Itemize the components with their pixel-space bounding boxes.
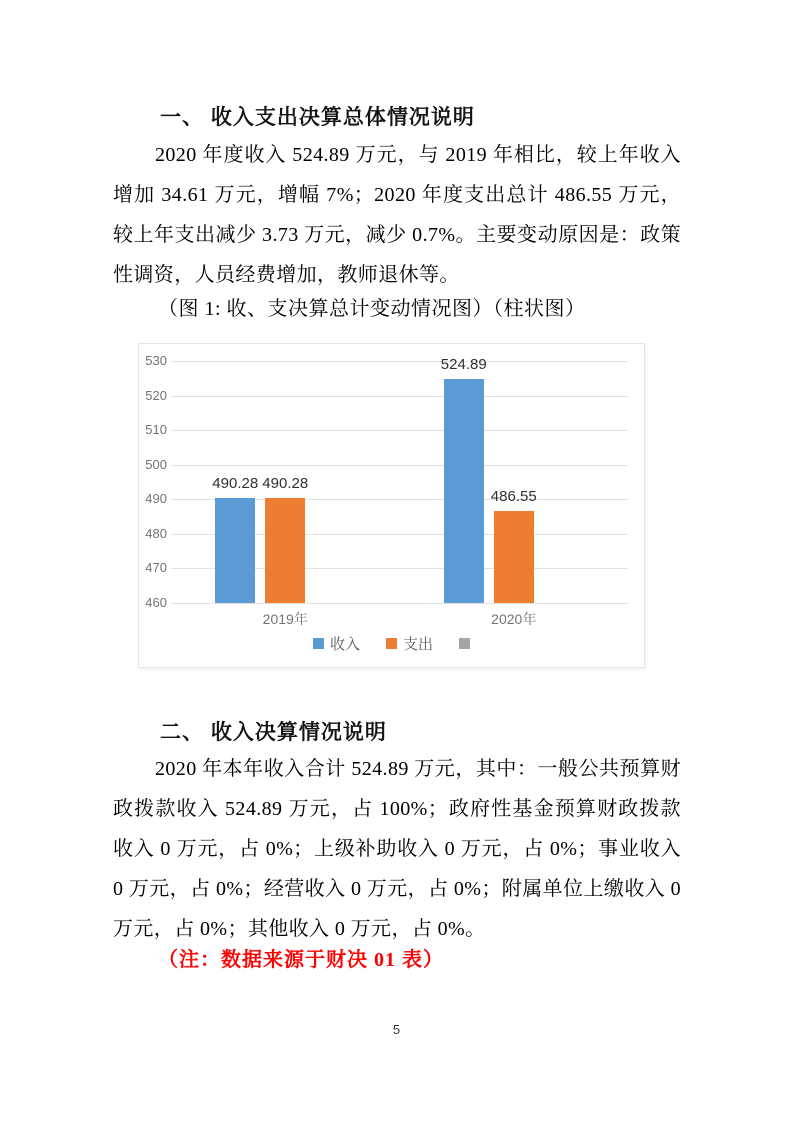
legend-item	[386, 633, 433, 654]
y-axis-tick-label: 530	[145, 353, 167, 368]
legend-item	[459, 638, 470, 649]
chart-legend	[139, 633, 644, 654]
bar-收入-2019年	[215, 498, 255, 603]
bar-支出-2020年	[494, 511, 534, 603]
section1-paragraph: 2020 年度收入 524.89 万元，与 2019 年相比，较上年收入增加 34.61 万元，增幅 7%；2020 年度支出总计 486.55 万元，较上年支出减少 3.73 万元，减少 0.7%。主要变动原因是：政策性调资，人员经费增加，教师退休等。	[113, 144, 681, 286]
page-number: 5	[392, 1022, 401, 1037]
legend-swatch-icon	[386, 638, 397, 649]
x-axis-category-label: 2019年	[262, 611, 308, 627]
section2-heading: 二、 收入决算情况说明	[160, 721, 387, 744]
y-axis-tick-label: 500	[145, 456, 167, 472]
legend-label: 收入	[329, 636, 360, 653]
legend-label: 支出	[403, 636, 434, 653]
chart-caption: （图 1: 收、支决算总计变动情况图）（柱状图）	[158, 298, 586, 320]
y-axis-tick-label: 520	[145, 387, 167, 403]
bar-chart	[138, 343, 645, 668]
data-label: 524.89	[440, 355, 487, 373]
section2-paragraph: 2020 年本年收入合计 524.89 万元，其中：一般公共预算财政拨款收入 524.89 万元，占 100%；政府性基金预算财政拨款收入 0 万元，占 0%；上级补助收入 0 万元，占 0%；事业收入 0 万元，占 0%；经营收入 0 万元，占 0%；附属单位上缴收入 0 万元，占 0%；其他收入 0 万元，占 0%。	[113, 758, 681, 940]
y-axis-tick-label: 490	[145, 491, 167, 507]
x-axis-category-label: 2020年	[491, 611, 537, 627]
y-axis-tick-label: 480	[145, 525, 167, 541]
y-axis-tick-label: 460	[145, 595, 167, 610]
gridline	[171, 465, 628, 466]
data-label: 490.28	[262, 475, 309, 493]
gridline	[171, 361, 628, 362]
legend-swatch-icon	[313, 638, 324, 649]
gridline	[171, 430, 628, 431]
data-source-note: （注：数据来源于财决 01 表）	[158, 949, 444, 971]
bar-支出-2019年	[265, 498, 305, 603]
y-axis-tick-label: 510	[145, 422, 167, 438]
data-label: 486.55	[490, 488, 537, 506]
chart-plot-area	[145, 353, 628, 627]
gridline	[171, 603, 628, 604]
legend-swatch-icon	[459, 638, 470, 649]
section1-heading: 一、 收入支出决算总体情况说明	[160, 106, 475, 129]
gridline	[171, 396, 628, 397]
legend-item	[313, 633, 360, 654]
y-axis-tick-label: 470	[145, 560, 167, 576]
data-label: 490.28	[212, 475, 259, 493]
